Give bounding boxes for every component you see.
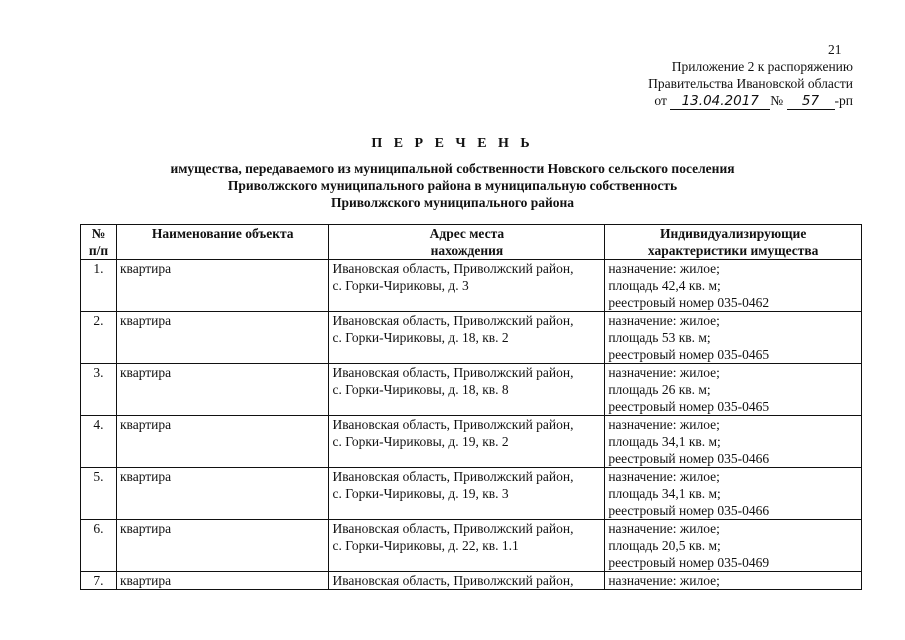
subtitle-line-2: Приволжского муниципального района в муниципальную собственность [227,178,678,193]
header-characteristics: Индивидуализирующие характеристики имущества [605,225,862,260]
row-address: Ивановская область, Приволжский район, [329,572,605,590]
number-suffix: -рп [834,93,853,108]
row-number: 4. [81,416,117,468]
row-name: квартира [116,260,329,312]
row-characteristics: назначение: жилое; площадь 34,1 кв. м; реестровый номер 035-0466 [605,416,862,468]
handwritten-number: 57 [787,94,835,110]
row-name: квартира [116,312,329,364]
row-name: квартира [116,416,329,468]
row-address: Ивановская область, Приволжский район, с. Горки-Чириковы, д. 19, кв. 2 [329,416,605,468]
row-number: 2. [81,312,117,364]
row-characteristics: назначение: жилое; площадь 20,5 кв. м; реестровый номер 035-0469 [605,520,862,572]
row-number: 1. [81,260,117,312]
appendix-line-2: Правительства Ивановской области [648,76,853,91]
row-name: квартира [116,364,329,416]
subtitle-line-1: имущества, передаваемого из муниципальной собственности Новского сельского поселения [170,161,735,176]
row-address: Ивановская область, Приволжский район, с. Горки-Чириковы, д. 19, кв. 3 [329,468,605,520]
appendix-line-1: Приложение 2 к распоряжению [671,59,853,74]
table-row [81,416,862,468]
table-header-row [81,225,862,260]
row-number: 7. [81,572,117,590]
row-characteristics: назначение: жилое; площадь 26 кв. м; реестровый номер 035-0465 [605,364,862,416]
table-row [81,468,862,520]
document-title: П Е Р Е Ч Е Н Ь [371,136,534,151]
row-name: квартира [116,572,329,590]
row-address: Ивановская область, Приволжский район, с. Горки-Чириковы, д. 3 [329,260,605,312]
header-num: № п/п [81,225,117,260]
row-address: Ивановская область, Приволжский район, с. Горки-Чириковы, д. 22, кв. 1.1 [329,520,605,572]
document-subtitle [0,160,905,211]
row-number: 6. [81,520,117,572]
subtitle-line-3: Приволжского муниципального района [330,195,575,210]
row-characteristics: назначение: жилое; площадь 53 кв. м; реестровый номер 035-0465 [605,312,862,364]
header-address: Адрес места нахождения [329,225,605,260]
row-name: квартира [116,520,329,572]
table-row [81,364,862,416]
row-characteristics: назначение: жилое; площадь 34,1 кв. м; реестровый номер 035-0466 [605,468,862,520]
row-number: 3. [81,364,117,416]
table-row [81,312,862,364]
property-table [80,224,862,590]
row-address: Ивановская область, Приволжский район, с. Горки-Чириковы, д. 18, кв. 2 [329,312,605,364]
row-characteristics: назначение: жилое; [605,572,862,590]
row-address: Ивановская область, Приволжский район, с. Горки-Чириковы, д. 18, кв. 8 [329,364,605,416]
table-row [81,520,862,572]
row-characteristics: назначение: жилое; площадь 42,4 кв. м; реестровый номер 035-0462 [605,260,862,312]
table-row [81,572,862,590]
appendix-block [648,58,853,110]
appendix-line-3 [648,92,853,110]
row-number: 5. [81,468,117,520]
handwritten-date: 13.04.2017 [670,94,770,110]
from-label: от [654,93,667,108]
table-row [81,260,862,312]
header-name: Наименование объекта [116,225,329,260]
row-name: квартира [116,468,329,520]
page-number: 21 [828,42,842,57]
number-label: № [770,93,784,108]
